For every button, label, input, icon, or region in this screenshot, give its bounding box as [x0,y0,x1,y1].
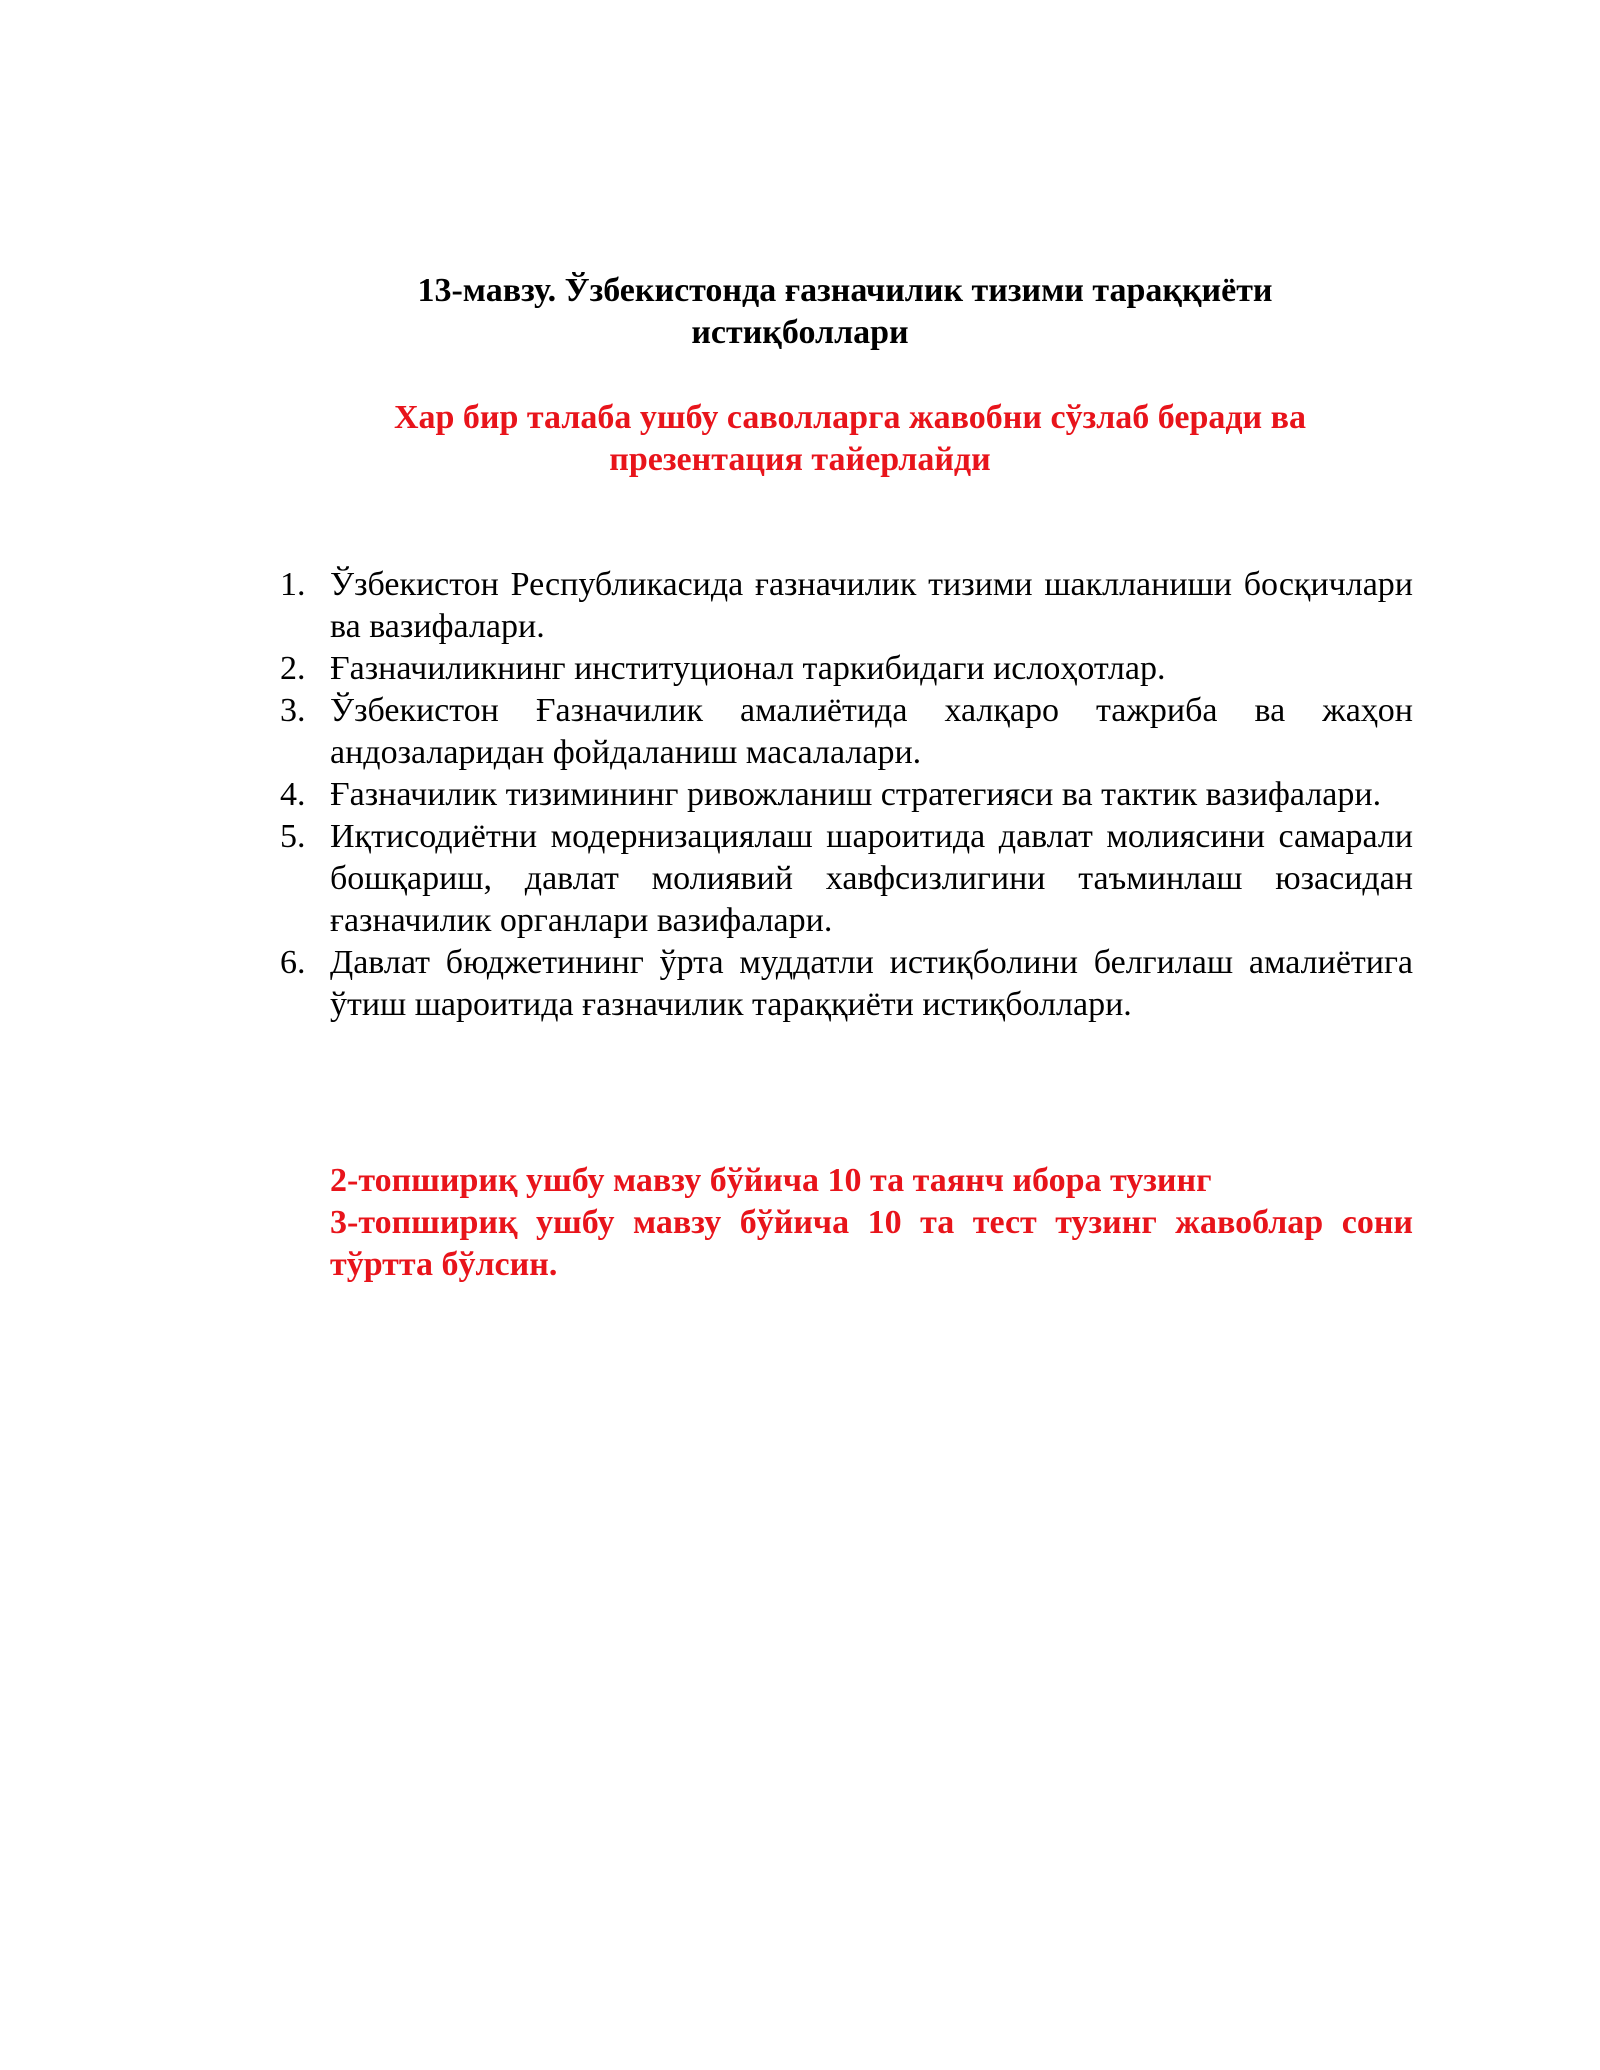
instruction-line-1: Хар бир талаба ушбу саволларга жавобни сўзлаб беради ва [393,399,1307,436]
tasks-block [330,1160,1413,1286]
question-list [280,564,1413,1026]
question-item-3 [280,690,1413,774]
question-text: Давлат бюджетининг ўрта муддатли истиқболини белгилаш амалиётига ўтиш шароитида ғазначилик тараққиёти истиқболлари. [330,944,1413,1023]
question-item-5 [280,816,1413,942]
question-number: 3. [280,692,306,729]
question-item-4 [280,774,1413,816]
question-number: 6. [280,944,306,981]
instruction-line-2: презентация тайерлайди [609,441,991,478]
page-title [0,270,1600,354]
task-3-text: 3-топшириқ ушбу мавзу бўйича 10 та тест тузинг жавоблар сони тўртта бўлсин. [330,1204,1413,1283]
question-item-6 [280,942,1413,1026]
task-2-text: 2-топшириқ ушбу мавзу бўйича 10 та таянч ибора тузинг [330,1162,1212,1199]
question-text: Ўзбекистон Ғазначилик амалиётида халқаро тажриба ва жаҳон андозаларидан фойдаланиш масалалари. [330,692,1413,771]
question-text: Ғазначилик тизимининг ривожланиш стратегияси ва тактик вазифалари. [330,776,1382,813]
question-text: Ғазначиликнинг институционал таркибидаги ислоҳотлар. [330,650,1166,687]
instruction-heading [0,397,1600,481]
page-title-line-2: истиқболлари [691,314,909,351]
question-text: Иқтисодиётни модернизациялаш шароитида давлат молиясини самарали бошқариш, давлат молиявий хавфсизлигини таъминлаш юзасидан ғазначилик органлари вазифалари. [330,818,1413,939]
page-title-line-1: 13-мавзу. Ўзбекистонда ғазначилик тизими тараққиёти [417,272,1273,309]
question-number: 5. [280,818,306,855]
question-item-1 [280,564,1413,648]
question-number: 4. [280,776,306,813]
question-item-2 [280,648,1413,690]
question-number: 1. [280,566,306,603]
question-text: Ўзбекистон Республикасида ғазначилик тизими шаклланиши босқичлари ва вазифалари. [330,566,1413,645]
question-number: 2. [280,650,306,687]
